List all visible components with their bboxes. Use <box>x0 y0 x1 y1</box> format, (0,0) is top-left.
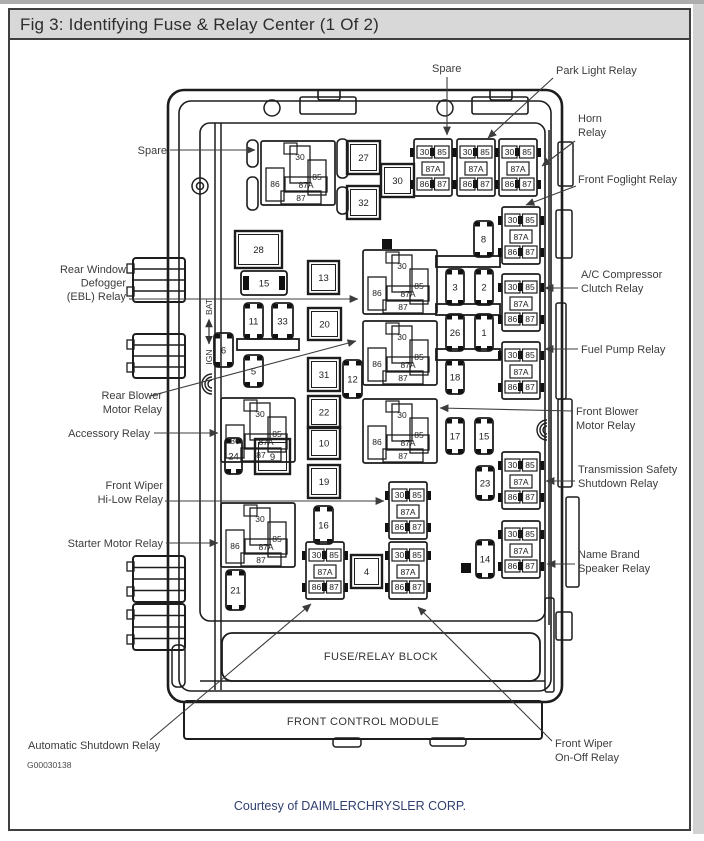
fuse-10 <box>308 427 340 459</box>
fuse-1 <box>475 314 493 351</box>
callout-transmission-safety-shutdown-relay <box>546 464 678 490</box>
svg-text:Horn: Horn <box>578 113 602 125</box>
courtesy-line: Courtesy of DAIMLERCHRYSLER CORP. <box>233 799 467 813</box>
fuse-3 <box>446 269 464 305</box>
svg-text:87A: 87A <box>510 164 526 174</box>
svg-text:86: 86 <box>507 247 518 257</box>
svg-text:86: 86 <box>230 436 240 446</box>
svg-text:87A: 87A <box>400 507 416 517</box>
svg-text:30: 30 <box>507 350 518 360</box>
svg-text:87A: 87A <box>513 477 529 487</box>
fuse-23 <box>476 466 494 500</box>
fuse-20 <box>308 308 341 340</box>
fuse-8 <box>474 221 493 257</box>
svg-text:30: 30 <box>295 152 305 162</box>
svg-text:30: 30 <box>397 410 407 420</box>
svg-text:30: 30 <box>397 332 407 342</box>
relay-module-automatic-shutdown-relay <box>302 542 348 599</box>
svg-text:Clutch Relay: Clutch Relay <box>581 283 644 295</box>
fuse-31 <box>308 358 340 391</box>
svg-text:24: 24 <box>228 451 239 463</box>
svg-text:2: 2 <box>481 282 487 294</box>
svg-text:87A: 87A <box>298 180 314 190</box>
svg-text:85: 85 <box>525 350 535 360</box>
svg-text:30: 30 <box>504 147 515 157</box>
fuse-27 <box>347 141 380 174</box>
svg-text:86: 86 <box>504 179 515 189</box>
svg-text:Speaker Relay: Speaker Relay <box>578 563 651 575</box>
figure-code: G00030138 <box>27 760 72 770</box>
relay-module-rear-blower-motor-relay <box>363 321 437 385</box>
relay-module-name-brand-speaker-relay <box>498 521 544 578</box>
svg-text:Spare: Spare <box>137 145 167 157</box>
fuse-12 <box>343 360 362 398</box>
svg-text:87: 87 <box>296 193 306 203</box>
svg-text:87: 87 <box>329 582 339 592</box>
svg-text:21: 21 <box>230 585 241 597</box>
relay-module-starter-motor-relay <box>221 503 295 567</box>
svg-text:Front Blower: Front Blower <box>576 406 639 418</box>
svg-text:87A: 87A <box>400 438 416 448</box>
fuse-relay-block-label: FUSE/RELAY BLOCK <box>323 651 439 663</box>
svg-text:Motor Relay: Motor Relay <box>102 404 162 416</box>
svg-text:4: 4 <box>363 567 370 578</box>
svg-text:30: 30 <box>255 409 265 419</box>
svg-text:Defogger: Defogger <box>80 277 126 290</box>
svg-text:86: 86 <box>372 359 382 369</box>
svg-text:86: 86 <box>270 179 280 189</box>
fuse-5 <box>244 355 263 387</box>
svg-text:Transmission Safety: Transmission Safety <box>578 464 678 476</box>
svg-text:10: 10 <box>318 438 330 450</box>
svg-text:85: 85 <box>414 281 424 291</box>
svg-text:86: 86 <box>507 561 518 571</box>
svg-text:On-Off Relay: On-Off Relay <box>555 752 619 764</box>
svg-text:85: 85 <box>525 282 535 292</box>
relay-module-transmission-safety-shutdown-relay <box>498 452 544 509</box>
fuse-33 <box>272 303 293 339</box>
svg-text:87: 87 <box>412 522 422 532</box>
svg-text:3: 3 <box>452 282 458 294</box>
fuse-15 <box>475 418 493 454</box>
svg-text:15: 15 <box>478 431 490 443</box>
svg-text:30: 30 <box>462 147 473 157</box>
fuse-22 <box>308 396 340 428</box>
ign-label: IGN <box>204 349 214 365</box>
svg-text:5: 5 <box>250 366 257 378</box>
fuse-6 <box>214 333 233 367</box>
svg-text:85: 85 <box>525 529 535 539</box>
svg-text:11: 11 <box>248 316 259 328</box>
svg-text:14: 14 <box>479 554 491 566</box>
fuse-30 <box>381 164 414 197</box>
svg-text:87: 87 <box>525 314 535 324</box>
svg-text:87: 87 <box>522 179 532 189</box>
svg-text:87: 87 <box>437 179 447 189</box>
svg-text:13: 13 <box>318 273 329 284</box>
svg-text:23: 23 <box>479 478 491 490</box>
svg-text:Front Foglight Relay: Front Foglight Relay <box>578 174 678 186</box>
svg-text:30: 30 <box>311 550 322 560</box>
bat-label: BAT <box>204 299 214 315</box>
svg-text:Automatic Shutdown Relay: Automatic Shutdown Relay <box>28 740 161 752</box>
relay-module-spare-top-relay <box>410 139 456 196</box>
fuse-16 <box>314 506 333 544</box>
svg-text:87: 87 <box>480 179 490 189</box>
svg-text:87A: 87A <box>258 437 274 447</box>
svg-text:Relay: Relay <box>578 127 607 139</box>
callout-spare-left <box>138 145 255 157</box>
svg-text:86: 86 <box>372 437 382 447</box>
relay-module-park-light-relay <box>453 139 499 196</box>
svg-text:19: 19 <box>318 477 330 488</box>
svg-text:85: 85 <box>329 550 339 560</box>
relays-layer <box>221 139 544 599</box>
svg-text:30: 30 <box>507 460 518 470</box>
svg-text:86: 86 <box>394 582 405 592</box>
svg-text:86: 86 <box>230 541 240 551</box>
svg-text:22: 22 <box>318 407 330 419</box>
svg-text:87: 87 <box>398 302 408 312</box>
relay-module-horn-relay <box>495 139 541 196</box>
svg-text:28: 28 <box>253 245 264 256</box>
svg-text:87: 87 <box>525 382 535 392</box>
svg-text:Starter Motor Relay: Starter Motor Relay <box>67 538 163 550</box>
svg-text:85: 85 <box>525 460 535 470</box>
svg-text:85: 85 <box>272 534 282 544</box>
svg-text:30: 30 <box>255 514 265 524</box>
svg-text:85: 85 <box>414 430 424 440</box>
svg-text:86: 86 <box>507 492 518 502</box>
bus-orientation <box>204 299 214 365</box>
svg-text:Park Light Relay: Park Light Relay <box>556 65 637 77</box>
svg-text:A/C Compressor: A/C Compressor <box>581 269 663 281</box>
relay-module-center-lower-relay <box>363 399 437 463</box>
svg-text:87A: 87A <box>468 164 484 174</box>
svg-text:1: 1 <box>481 328 487 339</box>
svg-text:30: 30 <box>419 147 430 157</box>
fuse-26 <box>446 314 464 351</box>
svg-text:85: 85 <box>437 147 447 157</box>
callout-starter-motor-relay <box>68 538 218 550</box>
svg-text:26: 26 <box>449 328 461 339</box>
relay-module-ac-compressor-clutch-relay <box>498 274 544 331</box>
relay-module-ebl-relay <box>363 250 437 314</box>
svg-text:8: 8 <box>480 234 487 246</box>
svg-text:86: 86 <box>462 179 473 189</box>
svg-text:85: 85 <box>412 550 422 560</box>
svg-text:(EBL) Relay: (EBL) Relay <box>66 291 126 303</box>
svg-text:85: 85 <box>312 172 322 182</box>
svg-text:87: 87 <box>398 373 408 383</box>
figure-frame <box>8 8 691 831</box>
svg-text:87A: 87A <box>425 164 441 174</box>
svg-text:Motor Relay: Motor Relay <box>576 420 636 432</box>
svg-text:85: 85 <box>522 147 532 157</box>
svg-text:87: 87 <box>412 582 422 592</box>
svg-text:86: 86 <box>507 382 518 392</box>
fuse-17 <box>446 418 464 454</box>
svg-text:Rear Window: Rear Window <box>59 264 126 276</box>
relay-module-fuel-pump-relay <box>498 342 544 399</box>
fuses-layer <box>214 141 494 610</box>
svg-text:30: 30 <box>392 176 403 187</box>
svg-text:86: 86 <box>419 179 430 189</box>
svg-text:32: 32 <box>358 198 369 209</box>
relay-module-spare-left-relay <box>261 141 335 205</box>
svg-text:86: 86 <box>311 582 322 592</box>
fuse-11 <box>244 303 263 339</box>
svg-text:86: 86 <box>507 314 518 324</box>
svg-text:87A: 87A <box>513 546 529 556</box>
svg-text:30: 30 <box>394 550 405 560</box>
svg-text:87: 87 <box>398 451 408 461</box>
svg-text:Rear Blower: Rear Blower <box>101 390 162 402</box>
svg-text:87A: 87A <box>258 542 274 552</box>
relay-module-front-wiper-on-off-relay <box>385 542 431 599</box>
fuse-28 <box>235 231 282 268</box>
fuse-19 <box>308 465 340 498</box>
svg-text:87A: 87A <box>513 232 529 242</box>
svg-text:30: 30 <box>507 215 518 225</box>
svg-text:Front Wiper: Front Wiper <box>555 738 613 750</box>
svg-text:27: 27 <box>358 153 369 164</box>
svg-text:87A: 87A <box>513 367 529 377</box>
svg-text:Shutdown Relay: Shutdown Relay <box>578 478 659 490</box>
svg-text:87: 87 <box>525 561 535 571</box>
svg-text:85: 85 <box>414 352 424 362</box>
relay-module-front-foglight-relay <box>498 207 544 264</box>
svg-text:85: 85 <box>412 490 422 500</box>
fuse-2 <box>475 269 493 305</box>
callout-spare-top <box>432 63 461 135</box>
fuse-18 <box>446 360 464 394</box>
svg-text:Front Wiper: Front Wiper <box>105 480 163 492</box>
svg-text:87: 87 <box>256 555 266 565</box>
callout-accessory-relay <box>68 428 218 440</box>
callout-rear-window-defogger-ebl-relay <box>60 264 358 303</box>
svg-text:12: 12 <box>347 374 358 386</box>
svg-text:85: 85 <box>272 429 282 439</box>
svg-text:31: 31 <box>318 370 330 381</box>
page-right-margin <box>693 4 704 834</box>
fuse-21 <box>226 570 245 610</box>
svg-text:87: 87 <box>256 450 266 460</box>
callout-automatic-shutdown-relay <box>28 604 311 752</box>
svg-text:30: 30 <box>394 490 405 500</box>
svg-text:15: 15 <box>258 278 270 290</box>
svg-text:6: 6 <box>220 345 227 357</box>
fuse-14 <box>476 540 494 578</box>
relay-module-front-wiper-hi-low-relay <box>385 482 431 539</box>
svg-text:16: 16 <box>318 520 329 532</box>
svg-text:87A: 87A <box>513 299 529 309</box>
svg-text:Name Brand: Name Brand <box>578 549 640 561</box>
callout-front-wiper-on-off-relay <box>418 607 619 764</box>
svg-text:87A: 87A <box>317 567 333 577</box>
svg-text:Hi-Low Relay: Hi-Low Relay <box>97 494 163 506</box>
fuse-32 <box>347 186 380 219</box>
svg-text:17: 17 <box>449 431 461 443</box>
svg-text:87A: 87A <box>400 567 416 577</box>
svg-text:Spare: Spare <box>432 63 462 75</box>
svg-text:85: 85 <box>525 215 535 225</box>
svg-text:20: 20 <box>319 319 330 331</box>
figure-title: Fig 3: Identifying Fuse & Relay Center (1 Of 2) <box>20 15 379 34</box>
svg-text:9: 9 <box>269 452 276 463</box>
window-top-strip <box>0 0 704 4</box>
fuse-relay-diagram <box>10 42 689 829</box>
svg-text:30: 30 <box>507 282 518 292</box>
svg-text:87A: 87A <box>400 289 416 299</box>
svg-text:87: 87 <box>525 492 535 502</box>
fuse-13 <box>308 261 339 294</box>
svg-text:87A: 87A <box>400 360 416 370</box>
svg-text:87: 87 <box>525 247 535 257</box>
svg-text:Fuel Pump Relay: Fuel Pump Relay <box>581 344 666 356</box>
svg-text:33: 33 <box>277 316 288 328</box>
svg-text:85: 85 <box>480 147 490 157</box>
svg-text:30: 30 <box>507 529 518 539</box>
svg-text:Accessory Relay: Accessory Relay <box>68 428 150 440</box>
fuse-15 <box>241 271 287 295</box>
svg-text:30: 30 <box>397 261 407 271</box>
svg-text:18: 18 <box>449 372 461 384</box>
svg-text:86: 86 <box>394 522 405 532</box>
front-control-module-label: FRONT CONTROL MODULE <box>286 716 440 728</box>
fuse-4 <box>351 555 382 588</box>
callout-front-blower-motor-relay <box>440 406 639 432</box>
svg-text:86: 86 <box>372 288 382 298</box>
figure-title-bar <box>10 10 689 40</box>
